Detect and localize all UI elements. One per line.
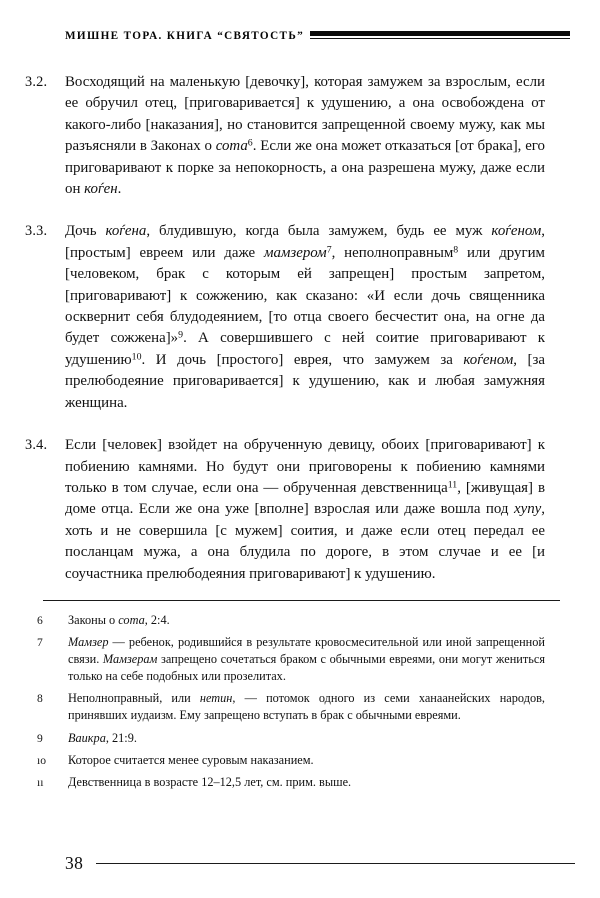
footnote-text xyxy=(68,612,545,629)
text-run: , [живущая] в доме отца. Если же она уже [вполне] взрослая или даже вошла под xyxy=(65,479,545,518)
footnote-item xyxy=(25,690,545,724)
footnote-marker: 6 xyxy=(247,137,253,149)
footnote-item xyxy=(25,612,545,629)
emphasis-term: Мамзерам xyxy=(102,652,158,667)
emphasis-term: нетин xyxy=(199,691,233,706)
footnote-number: ıı xyxy=(37,775,44,789)
emphasis-term: сота xyxy=(215,138,248,155)
emphasis-term: сота xyxy=(118,613,145,627)
footnote-marker: 7 xyxy=(326,244,332,256)
paragraph-number: 3.2. xyxy=(25,74,48,90)
text-run: Неполноправный, или xyxy=(68,691,200,706)
footnote-item xyxy=(25,634,545,685)
footnote-marker: 10 xyxy=(131,351,142,363)
paragraph-number: 3.3. xyxy=(25,223,48,240)
folio-rule xyxy=(96,863,575,864)
text-run: , 21:9. xyxy=(105,730,137,745)
text-run: . Если же она может отказаться [от брака], его приговаривают к порке за непокорность, а она разрешена мужу, даже если он xyxy=(65,138,545,198)
text-run: Которое считается менее суровым наказанием. xyxy=(68,752,314,767)
emphasis-term: Мамзер xyxy=(68,635,109,650)
footnote-text xyxy=(68,730,545,747)
paragraph-body xyxy=(65,435,545,585)
emphasis-term: Ваикра xyxy=(68,730,106,745)
paragraph-body xyxy=(65,72,545,200)
emphasis-term: хупу xyxy=(513,501,542,518)
text-run: . xyxy=(117,181,122,198)
text-run: . И дочь [простого] еврея, что замужем за xyxy=(141,351,464,368)
emphasis-term: коѓеном xyxy=(463,351,514,368)
footnote-text xyxy=(68,634,545,685)
footnote-separator-rule xyxy=(43,600,560,601)
emphasis-term: коѓен xyxy=(84,181,118,198)
footnote-item xyxy=(25,730,545,747)
text-run: , неполноправным xyxy=(331,244,454,261)
paragraph-number: 3.4. xyxy=(25,437,48,454)
footnote-number: 9 xyxy=(37,731,43,745)
folio xyxy=(65,852,575,874)
footnote-number: 6 xyxy=(37,614,43,627)
footnote-marker: 11 xyxy=(447,479,458,491)
footnotes-block xyxy=(25,600,545,796)
footnote-marker: 9 xyxy=(178,330,184,342)
footnote-number: 8 xyxy=(37,692,43,706)
text-run: — ребенок, родившийся в результате кровосмесительной или иной запрещенной связи. xyxy=(68,635,545,667)
numbered-paragraph xyxy=(25,72,545,200)
text-run: , [за прелюбодеяние приговаривается] к удушению, как и любая замужняя женщина. xyxy=(65,351,545,411)
text-run: , блудившую, когда была замужем, будь ее муж xyxy=(146,223,492,240)
numbered-paragraph xyxy=(25,221,545,414)
emphasis-term: мамзером xyxy=(263,244,327,261)
footnote-text xyxy=(68,690,545,724)
text-run: , [простым] евреем или даже xyxy=(65,223,545,261)
emphasis-term: коѓена xyxy=(105,223,147,240)
running-head-rule xyxy=(310,30,570,42)
text-run: , 2:4. xyxy=(144,613,170,627)
text-run: Девственница в возрасте 12–12,5 лет, см. прим. выше. xyxy=(68,774,352,789)
footnote-text xyxy=(68,774,545,791)
text-run: Если [человек] взойдет на обрученную девицу, обоих [приговаривают] к побиению камнями. Но будут они приговорены к побиению камнями только в том случае, если она — обрученная девственница xyxy=(65,437,545,496)
text-run: запрещено сочетаться браком с обычными евреями, они могут жениться только на себе подобных или прозелитах. xyxy=(68,652,545,684)
footnote-item xyxy=(25,774,545,791)
paragraph-body xyxy=(65,221,545,414)
text-run: . А совершившего с ней соитие приговаривают к удушению xyxy=(65,330,545,368)
running-head xyxy=(65,26,570,46)
footnote-list xyxy=(25,612,545,791)
body-text xyxy=(25,72,545,606)
footnote-text xyxy=(68,752,545,769)
emphasis-term: коѓеном xyxy=(491,223,542,240)
text-run: Законы о xyxy=(68,613,119,627)
numbered-paragraph xyxy=(25,435,545,585)
text-run: или другим [человеком, брак с которым ей запрещен] простым запретом, [приговаривают] к сожжению, как сказано: «И если дочь священника осквернит себя блудодеянием, [то отца своего бесчестит она, на огне да будет сожжена]» xyxy=(65,244,545,347)
footnote-number: 7 xyxy=(37,636,43,650)
text-run: Дочь xyxy=(65,223,106,240)
running-head-title: МИШНЕ ТОРА. КНИГА “СВЯТОСТЬ” xyxy=(65,30,305,42)
footnote-number: ıo xyxy=(37,753,47,767)
text-run: Восходящий на маленькую [девочку], которая замужем за взрослым, если ее обручил отец, [приговаривается] к удушению, а она освобождена от какого-либо [наказания], но становится запрещенной своему мужу, как мы разъясняли в Законах о xyxy=(65,74,545,155)
text-run: , хоть и не совершила [с мужем] соития, и даже если отец передал ее посланцам мужа, а она блудила по дороге, в этом случае и ее [и соучастника прелюбодеяния приговаривают] к удушению. xyxy=(65,501,545,582)
footnote-item xyxy=(25,752,545,769)
footnote-marker: 8 xyxy=(453,244,459,256)
text-run: , — потомок одного из семи ханаанейских народов, принявших иудаизм. Ему запрещено вступать в брак с обычными евреями. xyxy=(68,691,545,723)
page-number: 38 xyxy=(65,852,84,873)
